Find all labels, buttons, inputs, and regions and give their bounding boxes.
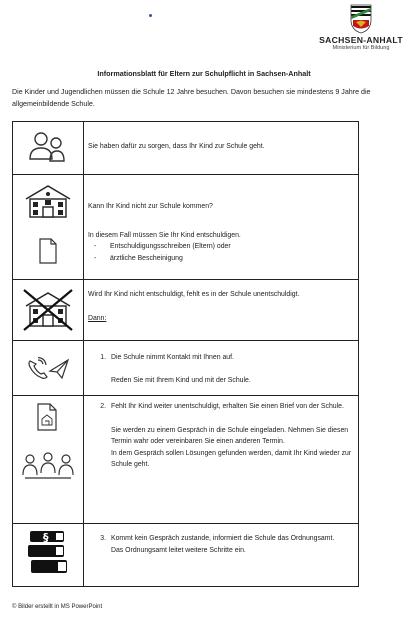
page-title: Informationsblatt für Eltern zur Schulpflicht in Sachsen-Anhalt (97, 69, 311, 78)
row-text (84, 524, 358, 586)
row-text (84, 122, 358, 174)
solution-text: In dem Gespräch sollen Lösungen gefunden werden, damit Ihr Kind wieder zur Schule geht. (111, 449, 352, 468)
step-3 (88, 533, 352, 545)
icon-cell (13, 175, 84, 279)
table-row (13, 396, 358, 524)
state-name: SACHSEN-ANHALT (319, 35, 403, 45)
icon-cell (13, 280, 84, 340)
info-table (12, 121, 359, 587)
icon-cell (13, 122, 84, 174)
coat-of-arms-icon (349, 4, 373, 34)
decorative-dot (149, 14, 152, 17)
step-number: 2. (100, 403, 106, 410)
table-row (13, 524, 358, 586)
step-number: 3. (100, 535, 106, 542)
row-text (84, 280, 358, 340)
document-icon (38, 238, 58, 264)
parents-icon (28, 130, 68, 164)
table-row (13, 280, 358, 341)
svg-text:§: § (43, 531, 49, 544)
table-row (13, 122, 358, 175)
unexcused-text: Wird Ihr Kind nicht entschuldigt, fehlt es in der Schule unentschuldigt. (88, 291, 300, 298)
step-1 (88, 352, 352, 364)
image-credit: © Bilder erstellt in MS PowerPoint (12, 604, 103, 610)
excuse-instruction: In diesem Fall müssen Sie Ihr Kind entschuldigen. (88, 231, 241, 239)
invitation-text: Sie werden zu einem Gespräch in die Schule eingeladen. Nehmen Sie diesen Termin wahr oder vereinbaren Sie einen anderen Termin. (111, 426, 349, 445)
law-books-icon (26, 530, 70, 576)
step-text: Kommt kein Gespräch zustande, informiert die Schule das Ordnungsamt. (111, 535, 335, 542)
phone-letter-icon (26, 357, 70, 381)
state-logo (318, 4, 404, 62)
icon-cell (13, 341, 84, 395)
then-label: Dann: (88, 314, 107, 322)
row-text (84, 341, 358, 395)
ministry-name: Ministerium für Bildung (332, 45, 390, 51)
crossed-school-icon (22, 288, 74, 332)
excuse-options (88, 241, 352, 264)
meeting-icon (21, 451, 75, 481)
intro-text: Die Kinder und Jugendlichen müssen die Schule 12 Jahre besuchen. Davon besuchen sie mindestens 9 Jahre die allgemeinbildende Schule. (12, 88, 371, 108)
absence-question: Kann Ihr Kind nicht zur Schule kommen? (88, 203, 213, 210)
school-icon (24, 183, 72, 219)
table-row (13, 341, 358, 396)
row-text (84, 396, 358, 523)
list-item: - ärztliche Bescheinigung (110, 253, 352, 265)
duty-text: Sie haben dafür zu sorgen, dass Ihr Kind zur Schule geht. (88, 143, 265, 150)
list-item: - Entschuldigungsschreiben (Eltern) oder (110, 241, 352, 253)
icon-cell (13, 396, 84, 523)
row-text (84, 175, 358, 279)
table-row (13, 175, 358, 280)
step-text: Fehlt Ihr Kind weiter unentschuldigt, erhalten Sie einen Brief von der Schule. (111, 403, 344, 410)
step-text: Die Schule nimmt Kontakt mit Ihnen auf. (111, 354, 234, 361)
icon-cell (13, 524, 84, 586)
step-note: Das Ordnungsamt leitet weitere Schritte ein. (111, 546, 246, 554)
letter-document-icon (36, 403, 58, 431)
step-number: 1. (100, 354, 106, 361)
step-note: Reden Sie mit Ihrem Kind und mit der Schule. (111, 376, 251, 384)
step-2 (88, 401, 352, 413)
